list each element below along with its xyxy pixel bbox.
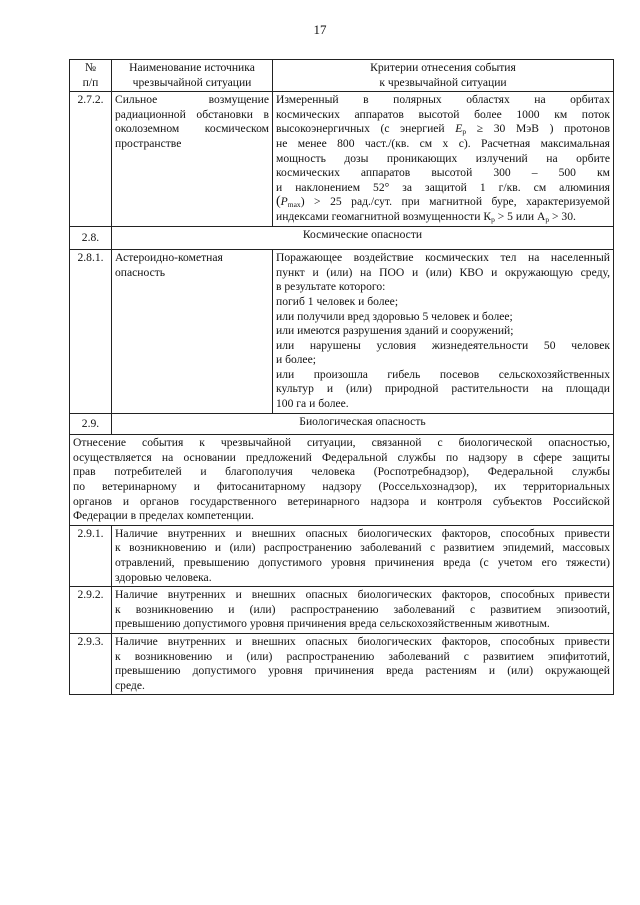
criteria-line: пункт и (или) на ПОО и (или) КВО и окружающую среду, [276, 265, 610, 279]
header-number-line1: № [84, 61, 97, 74]
section-title: Космические опасности [112, 226, 614, 250]
section-number: 2.8. [70, 226, 112, 250]
criteria-line: космических аппаратов высотой более 1000 км поток [276, 107, 610, 121]
criteria-line: Поражающее воздействие космических тел на населенный [276, 251, 610, 265]
header-criteria [273, 60, 614, 92]
row-number: 2.9.2. [70, 587, 112, 634]
criteria-line [276, 210, 610, 225]
criteria-line: к возникновению и (или) распространению заболеваний с развитием эпизоотий, [115, 602, 610, 616]
source-name [112, 250, 273, 414]
source-line: опасность [115, 265, 166, 279]
criteria-text [112, 525, 614, 586]
header-number-line2: п/п [82, 75, 99, 89]
criteria-line: не менее 800 част./(кв. см х с). Расчетная максимальная [276, 136, 610, 150]
text-part: ) > 25 рад./сут. при магнитной буре, характеризуемой [300, 195, 610, 209]
dose-subscript: max [287, 200, 301, 210]
emergency-criteria-table [69, 59, 614, 695]
paren: ( [276, 194, 281, 210]
table-row [70, 633, 614, 694]
source-line: радиационной обстановки в [115, 107, 269, 121]
energy-symbol: E [455, 122, 463, 136]
table-row [70, 92, 614, 226]
criteria-line: среде. [115, 678, 145, 692]
criteria-line: и более; [276, 353, 316, 367]
criteria-line: к возникновению и (или) распространению заболеваний с развитием эпидемий, массовых [115, 541, 610, 555]
note-line: Отнесение события к чрезвычайной ситуации, связанной с биологической опасностью, [73, 436, 610, 450]
source-line: пространстве [115, 136, 182, 150]
row-number: 2.9.1. [70, 525, 112, 586]
note-line: прав потребителей и благополучия человека (Роспотребнадзор), Федеральной службы [73, 465, 610, 479]
criteria-line: или нарушены условия жизнедеятельности 50 человек [276, 338, 610, 352]
note-line: по ветеринарному и фитосанитарному надзору (Россельхознадзор), их территориальных [73, 480, 610, 494]
criteria-text [273, 250, 614, 414]
criteria-line: Наличие внутренних и внешних опасных биологических факторов, способных привести [115, 526, 610, 540]
row-number: 2.8.1. [70, 250, 112, 414]
text-part: индексами геомагнитной возмущенности К [276, 209, 492, 223]
page-number: 17 [313, 22, 327, 37]
criteria-line: превышению допустимого уровня причинения вреда растениям и (или) окружающей [115, 664, 610, 678]
header-source-line2: чрезвычайной ситуации [132, 75, 252, 89]
row-number: 2.7.2. [70, 92, 112, 226]
section-note-row [70, 435, 614, 526]
criteria-line: мощность дозы проникающих излучений на орбите [276, 151, 610, 165]
criteria-line [276, 122, 610, 137]
criteria-text [112, 587, 614, 634]
section-row [70, 226, 614, 250]
criteria-line: или имеются разрушения зданий и сооружений; [276, 324, 514, 338]
criteria-line: превышению допустимого уровня причинения вреда сельскохозяйственным животным. [115, 617, 550, 631]
text-part: > 5 или А [494, 209, 546, 223]
note-line: Федерации в пределах компетенции. [73, 509, 254, 523]
criteria-line: культур и (или) природной растительности на площади [276, 382, 610, 396]
criteria-line: в результате которого: [276, 280, 386, 294]
header-number [70, 60, 112, 92]
criteria-line: 100 га и более. [276, 397, 349, 411]
criteria-line: или получили вред здоровью 5 человек и более; [276, 309, 513, 323]
criteria-line: и наклонением 52° за защитой 1 г/кв. см алюминия [276, 180, 610, 194]
header-source [112, 60, 273, 92]
source-line: Астероидно-кометная [115, 251, 223, 265]
section-row [70, 413, 614, 435]
source-line: околоземном космическом [115, 122, 269, 136]
criteria-line: Наличие внутренних и внешних опасных биологических факторов, способных привести [115, 588, 610, 602]
index-subscript: р [491, 214, 495, 224]
table-row [70, 587, 614, 634]
row-number: 2.9.3. [70, 633, 112, 694]
criteria-line: к возникновению и (или) распространению заболеваний с развитием эпифитотий, [115, 649, 610, 663]
text-part: > 30. [549, 209, 576, 223]
criteria-line: Наличие внутренних и внешних опасных биологических факторов, способных привести [115, 634, 610, 648]
header-source-line1: Наименование источника [129, 61, 255, 74]
section-title: Биологическая опасность [112, 413, 614, 435]
criteria-line: отравлений, превышению допустимого уровня причинения вреда (с учетом его тяжести) [115, 556, 610, 569]
header-criteria-line2: к чрезвычайной ситуации [379, 75, 507, 89]
text-part: высокоэнергичных (с энергией [276, 122, 456, 136]
criteria-text [112, 633, 614, 694]
header-criteria-line1: Критерии отнесения события [370, 61, 516, 74]
energy-subscript: р [462, 127, 467, 137]
text-part: ≥ 30 МэВ ) протонов [466, 122, 610, 136]
table-header-row [70, 60, 614, 92]
dose-symbol: P [280, 195, 288, 209]
source-name [112, 92, 273, 226]
criteria-line: космических аппаратов высотой 300 – 500 км [276, 166, 610, 180]
criteria-line: здоровью человека. [115, 570, 212, 584]
criteria-line [276, 195, 610, 210]
criteria-text [273, 92, 614, 226]
note-line: осуществляется на основании предложений Федеральной службы по надзору в сфере защиты [73, 450, 610, 464]
section-note [70, 435, 614, 526]
section-number: 2.9. [70, 413, 112, 435]
criteria-line: или произошла гибель посевов сельскохозяйственных [276, 367, 610, 381]
index-subscript: р [545, 214, 550, 224]
criteria-line: погиб 1 человек и более; [276, 294, 399, 308]
source-line: Сильное возмущение [115, 93, 269, 107]
criteria-line: Измеренный в полярных областях на орбитах [276, 93, 610, 107]
table-row [70, 525, 614, 586]
table-row [70, 250, 614, 414]
note-line: органов и органов государственного ветеринарного надзора и контроля субъектов Российской [73, 494, 610, 508]
